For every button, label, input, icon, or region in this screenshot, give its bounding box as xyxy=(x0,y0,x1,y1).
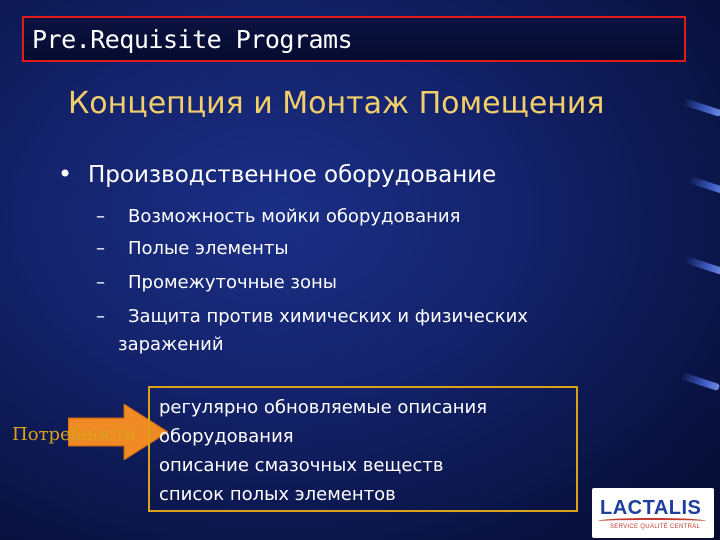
needs-line: список полых элементов xyxy=(159,484,396,505)
logo-text: LACTALIS xyxy=(600,497,702,519)
decorative-streak xyxy=(684,256,720,275)
sub-bullet-dash: – xyxy=(96,238,105,259)
bullet-text: Производственное оборудование xyxy=(88,162,497,188)
logo-tagline: SERVICE QUALITÉ CENTRAL xyxy=(610,524,701,530)
needs-line: регулярно обновляемые описания xyxy=(159,397,488,418)
bullet-marker: • xyxy=(58,160,73,188)
sub-bullet-item: Возможность мойки оборудования xyxy=(128,206,461,227)
sub-bullet-dash: – xyxy=(96,206,105,227)
slide-subtitle: Концепция и Монтаж Помещения xyxy=(68,86,605,121)
title-bar xyxy=(22,16,686,62)
sub-bullet-continuation: заражений xyxy=(118,334,224,355)
needs-box xyxy=(148,386,578,512)
lactalis-logo xyxy=(592,488,714,538)
sub-bullet-dash: – xyxy=(96,272,105,293)
needs-line: описание смазочных веществ xyxy=(159,455,444,476)
decorative-streak xyxy=(688,176,720,195)
decorative-streak xyxy=(680,372,720,391)
sub-bullet-item: Промежуточные зоны xyxy=(128,272,337,293)
sub-bullet-item: Полые элементы xyxy=(128,238,289,259)
needs-line: оборудования xyxy=(159,426,294,447)
sub-bullet-item: Защита против химических и физических xyxy=(128,306,528,327)
sub-bullet-dash: – xyxy=(96,306,105,327)
decorative-streak xyxy=(682,98,720,117)
needs-label: Потребности xyxy=(12,424,137,445)
slide-title: Pre.Requisite Programs xyxy=(32,25,353,54)
